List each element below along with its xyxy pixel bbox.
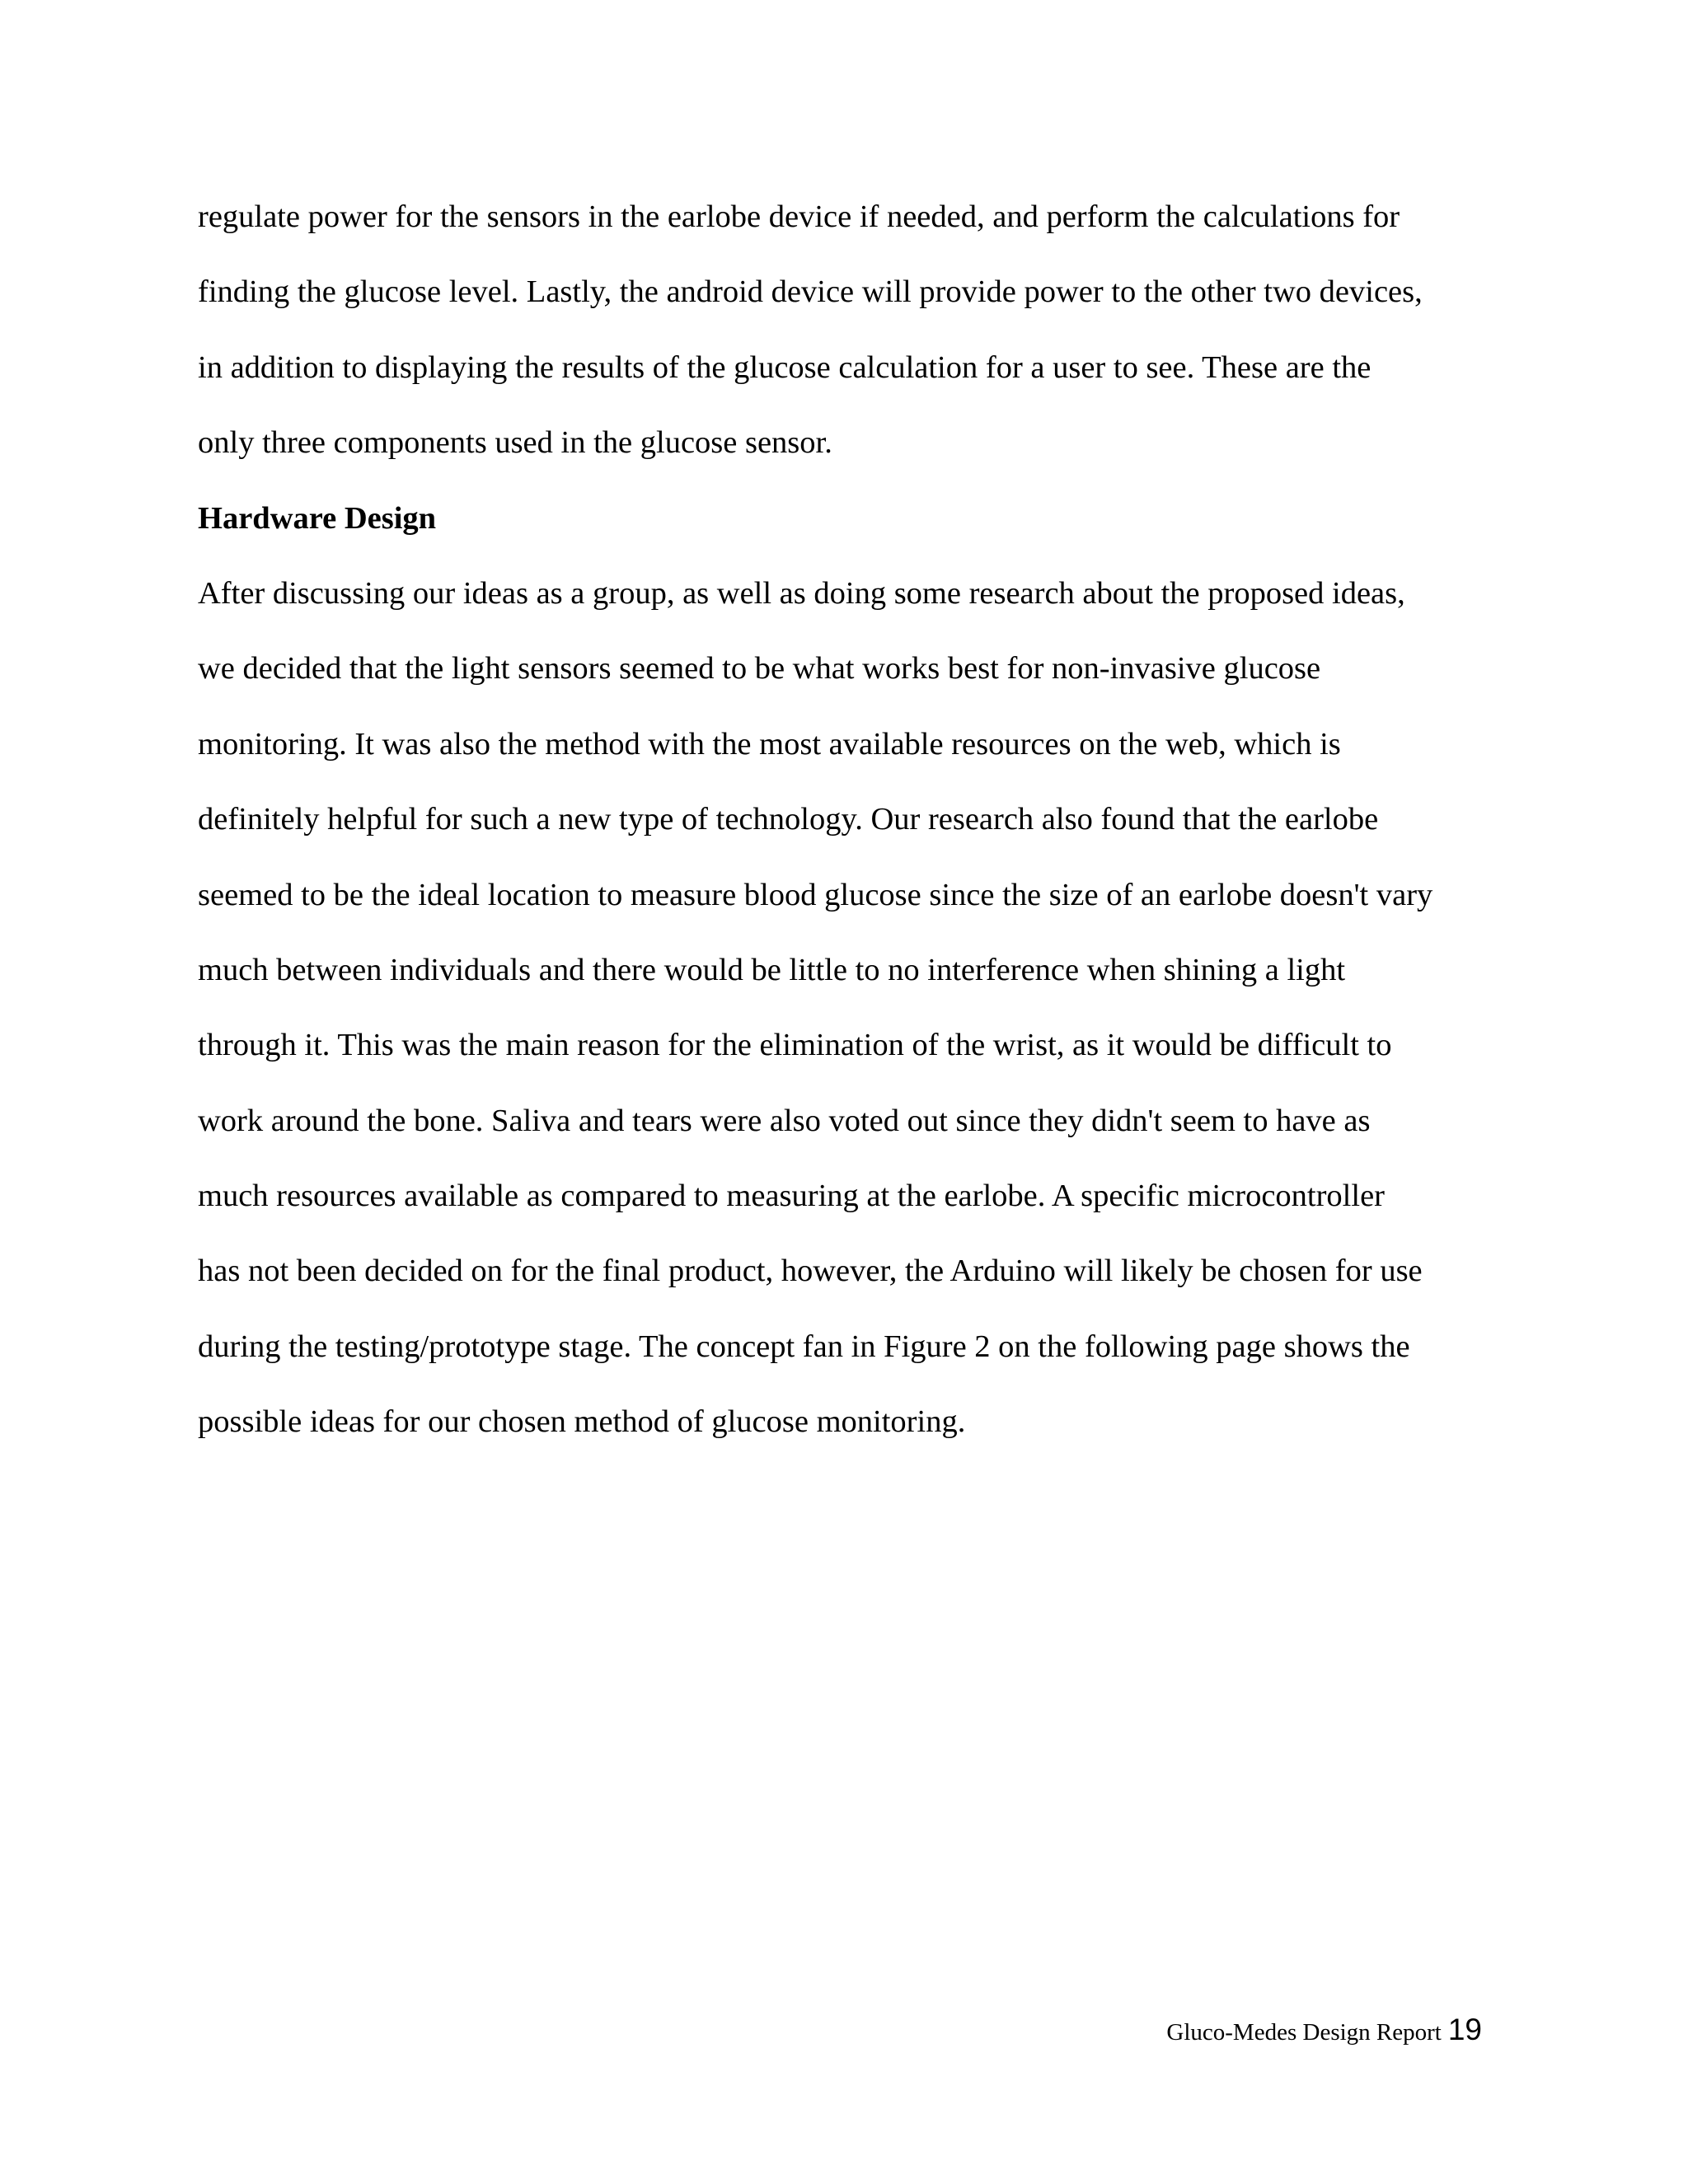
paragraph-continued xyxy=(198,180,1500,481)
text-line: possible ideas for our chosen method of glucose monitoring. xyxy=(198,1404,966,1440)
section-heading: Hardware Design xyxy=(198,500,437,536)
body-text xyxy=(198,180,1500,1460)
text-line: in addition to displaying the results of the glucose calculation for a user to see. These are the xyxy=(198,349,1372,385)
text-line: regulate power for the sensors in the earlobe device if needed, and perform the calculations for xyxy=(198,199,1400,234)
text-line: during the testing/prototype stage. The concept fan in Figure 2 on the following page shows the xyxy=(198,1329,1410,1364)
text-line: through it. This was the main reason for the elimination of the wrist, as it would be difficult to xyxy=(198,1028,1392,1063)
text-line: much between individuals and there would be little to no interference when shining a light xyxy=(198,952,1346,987)
page-number: 19 xyxy=(1447,2013,1482,2046)
text-line: seemed to be the ideal location to measure blood glucose since the size of an earlobe doesn't vary xyxy=(198,877,1433,912)
text-line: we decided that the light sensors seemed to be what works best for non-invasive glucose xyxy=(198,651,1321,687)
text-line: much resources available as compared to measuring at the earlobe. A specific microcontroller xyxy=(198,1179,1385,1214)
text-line: work around the bone. Saliva and tears were also voted out since they didn't seem to have as xyxy=(198,1103,1371,1138)
text-line: finding the glucose level. Lastly, the android device will provide power to the other two devices, xyxy=(198,274,1423,310)
paragraph-hardware-design xyxy=(198,556,1500,1460)
text-line: After discussing our ideas as a group, as well as doing some research about the proposed ideas, xyxy=(198,575,1405,611)
text-line: has not been decided on for the final product, however, the Arduino will likely be chosen for use xyxy=(198,1254,1423,1289)
page-footer xyxy=(1166,2013,1482,2062)
text-line: definitely helpful for such a new type of technology. Our research also found that the earlobe xyxy=(198,802,1379,837)
text-line: only three components used in the glucose sensor. xyxy=(198,425,832,461)
text-line: monitoring. It was also the method with the most available resources on the web, which is xyxy=(198,726,1341,762)
footer-report-title: Gluco-Medes Design Report xyxy=(1166,2019,1442,2046)
